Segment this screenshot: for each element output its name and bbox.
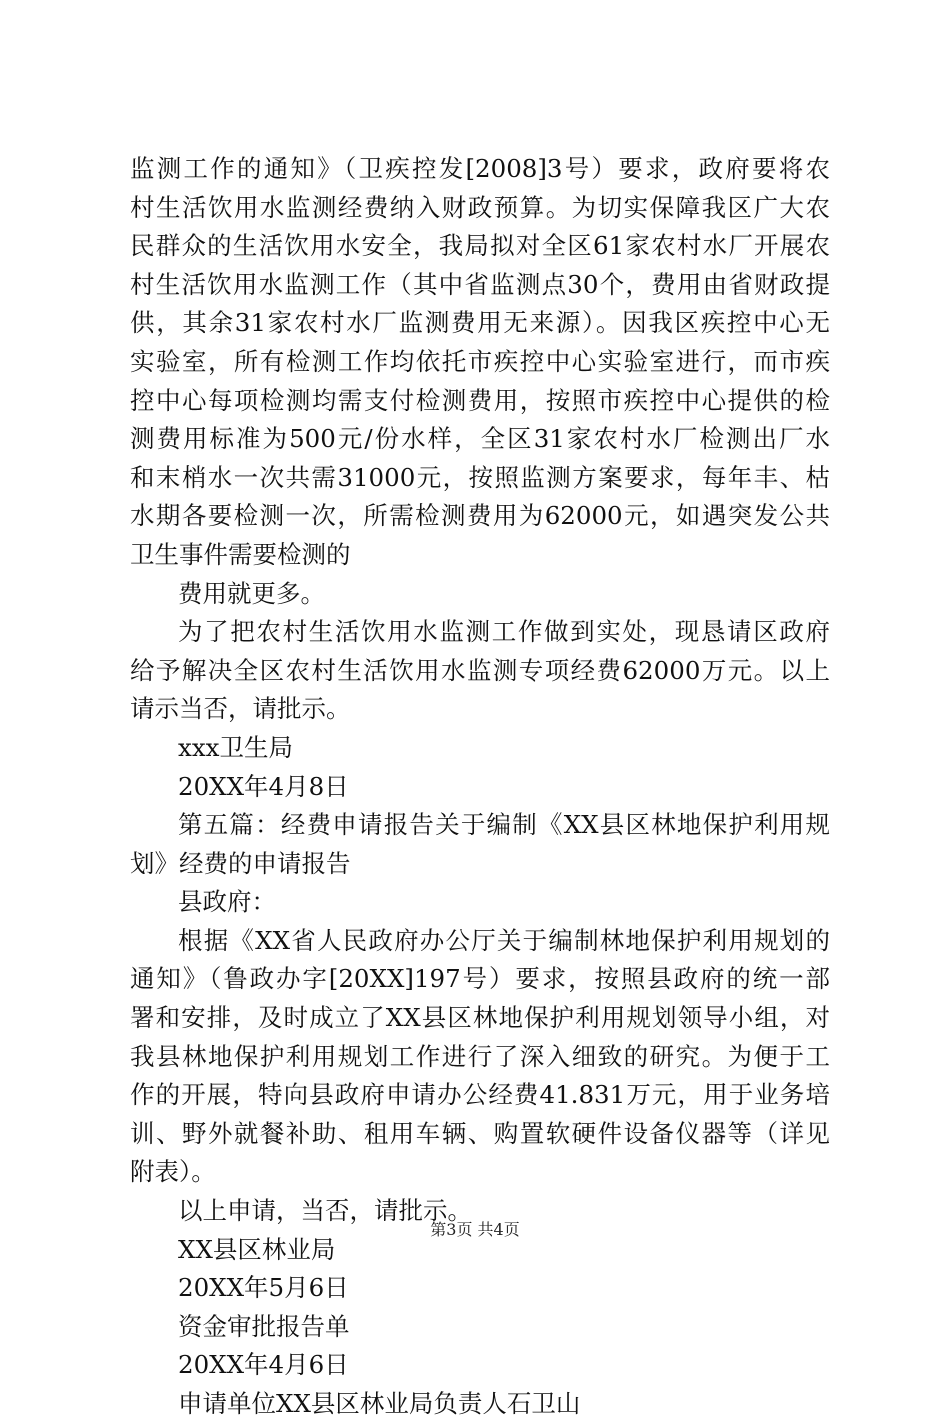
text-line: 卫生事件需要检测的 [130,539,351,569]
text-line: 请示当否，请批示。 [130,694,351,724]
text-line: 费用就更多。 [178,578,325,608]
text-line: 附表）。 [130,1157,216,1187]
signature-org: xxx卫生局 [178,732,293,762]
text-line: 测费用标准为500元/份水样，全区31家农村水厂检测出厂水 [130,424,830,454]
text-line: 通知》（鲁政办字[20XX]197号）要求，按照县政府的统一部 [130,964,830,994]
text-line: 民群众的生活饮用水安全，我局拟对全区61家农村水厂开展农 [130,231,830,261]
text-line: 村生活饮用水监测经费纳入财政预算。为切实保障我区广大农 [130,192,830,222]
form-title: 资金审批报告单 [178,1311,350,1341]
page-footer: 第3页 共4页 [430,1220,520,1239]
signature-date: 20XX年5月6日 [178,1273,349,1303]
section-title: 第五篇：经费申请报告关于编制《XX县区林地保护利用规 [178,810,830,840]
signature-date: 20XX年4月8日 [178,771,349,801]
paragraph-first-line: 根据《XX省人民政府办公厅关于编制林地保护利用规划的 [178,925,830,955]
paragraph-first-line: 为了把农村生活饮用水监测工作做到实处，现恳请区政府 [178,617,830,647]
text-line: 供，其余31家农村水厂监测费用无来源）。因我区疾控中心无 [130,308,830,338]
text-line: 控中心每项检测均需支付检测费用，按照市疾控中心提供的检 [130,385,830,415]
text-line: 水期各要检测一次，所需检测费用为62000元，如遇突发公共 [130,501,830,531]
applicant-info: 申请单位XX县区林业局负责人石卫山 [178,1389,581,1418]
text-line: 和末梢水一次共需31000元，按照监测方案要求，每年丰、枯 [130,462,830,492]
text-line: 我县林地保护利用规划工作进行了深入细致的研究。为便于工 [130,1041,830,1071]
section-title-continued: 划》经费的申请报告 [130,848,351,878]
form-date: 20XX年4月6日 [178,1350,349,1380]
salutation: 县政府： [178,887,276,917]
text-line: 训、野外就餐补助、租用车辆、购置软硬件设备仪器等（详见 [130,1118,830,1148]
text-line: 给予解决全区农村生活饮用水监测专项经费62000万元。以上 [130,655,830,685]
text-line: 监测工作的通知》（卫疾控发[2008]3号）要求，政府要将农 [130,154,830,183]
closing-line: 以上申请，当否，请批示。 [178,1196,472,1226]
text-line: 村生活饮用水监测工作（其中省监测点30个，费用由省财政提 [130,269,830,299]
text-line: 实验室，所有检测工作均依托市疾控中心实验室进行，而市疾 [130,346,830,376]
signature-org: XX县区林业局 [178,1234,336,1264]
text-line: 作的开展，特向县政府申请办公经费41.831万元，用于业务培 [130,1080,830,1110]
text-line: 署和安排，及时成立了XX县区林地保护利用规划领导小组，对 [130,1003,830,1033]
